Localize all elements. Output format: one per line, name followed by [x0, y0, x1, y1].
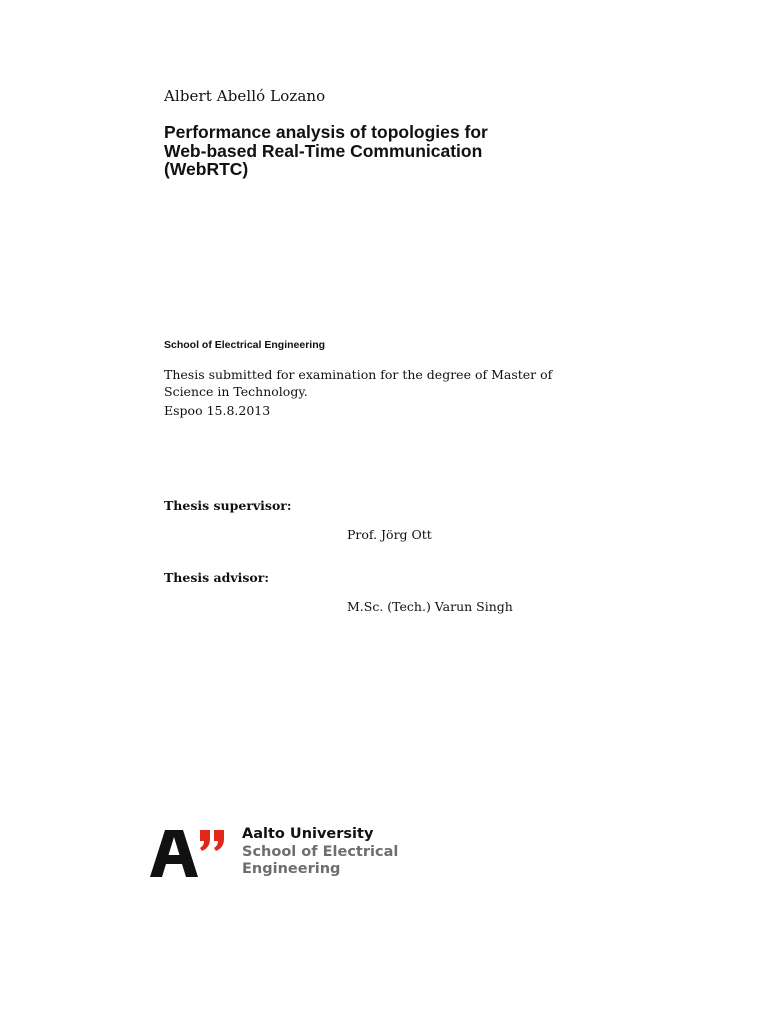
- logo-school-line-2: Engineering: [242, 861, 341, 877]
- submission-date: Espoo 15.8.2013: [164, 403, 271, 418]
- thesis-title-line-1: Performance analysis of topologies for: [164, 122, 488, 142]
- submission-line-1: Thesis submitted for examination for the degree of Master of: [164, 367, 553, 382]
- submission-statement: [164, 366, 584, 419]
- aalto-university-logo: [150, 826, 420, 882]
- author-name: Albert Abelló Lozano: [164, 87, 326, 105]
- logo-wordmark: [242, 826, 398, 879]
- logo-school-line-1: School of Electrical: [242, 843, 399, 860]
- thesis-title-line-2: Web-based Real-Time Communication: [164, 140, 483, 161]
- thesis-title-line-3: (WebRTC): [164, 159, 249, 179]
- supervisor-name: Prof. Jörg Ott: [347, 527, 432, 542]
- school-name: School of Electrical Engineering: [164, 339, 326, 351]
- advisor-name: M.Sc. (Tech.) Varun Singh: [347, 599, 513, 614]
- thesis-title: [164, 123, 584, 179]
- submission-line-2: Science in Technology.: [164, 384, 308, 399]
- aalto-a-logo-icon: [150, 826, 232, 880]
- logo-university-name: Aalto University: [242, 826, 374, 842]
- advisor-label: Thesis advisor:: [164, 570, 269, 585]
- supervisor-label: Thesis supervisor:: [164, 498, 292, 513]
